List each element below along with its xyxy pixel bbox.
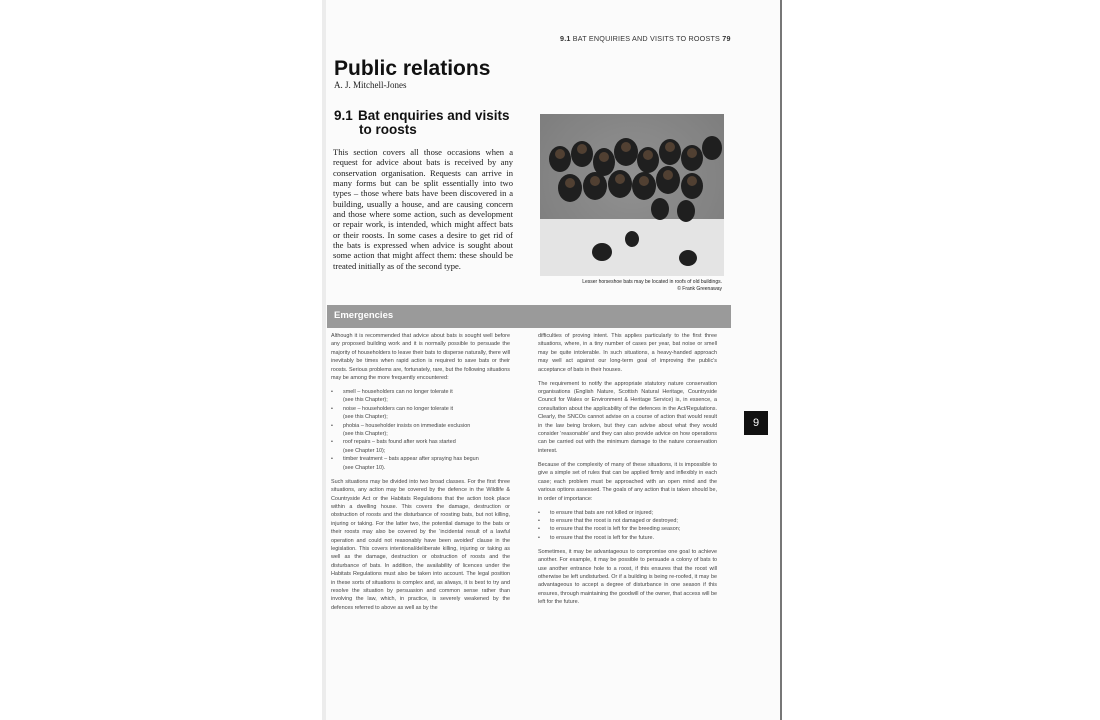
emergencies-heading: Emergencies <box>334 310 394 321</box>
goal-item <box>538 534 717 542</box>
situation-reference: (see Chapter 10). <box>343 464 386 471</box>
situation-text: roof repairs – bats found after work has started <box>343 439 456 446</box>
goal-text: to ensure that the roost is not damaged or destroyed; <box>550 517 678 524</box>
situation-text: timber treatment – bats appear after spraying has begun <box>343 456 479 463</box>
situation-item <box>331 422 510 439</box>
photo-credit: © Frank Greenaway <box>677 285 722 292</box>
situation-item <box>331 388 510 405</box>
bullet: • <box>331 422 333 429</box>
bullet: • <box>538 509 540 516</box>
bullet: • <box>331 439 333 446</box>
goal-text: to ensure that the roost is left for the breeding season; <box>550 526 681 533</box>
emergencies-left-column <box>331 332 510 618</box>
bullet: • <box>538 534 540 541</box>
section-title-line1: Bat enquiries and visits <box>358 108 510 123</box>
emergencies-paragraph: Although it is recommended that advice about bats is sought well before any proposed building work and it is normally possible to persuade the majority of householders to leave their bats to disperse naturally, there will inevitably be times when rapid action is required to save bats or their roosts. Serious problems are, fortunately, rare, but the following situations may be among the more frequently encountered: <box>331 333 510 382</box>
situation-reference: (see this Chapter); <box>343 397 388 404</box>
emergencies-box-header <box>327 305 731 328</box>
section-title-line2: to roosts <box>359 122 417 137</box>
bullet: • <box>331 456 333 463</box>
author: A. J. Mitchell-Jones <box>334 80 407 90</box>
intro-paragraph: This section covers all those occasions when a request for advice about bats is received by any conservation organisation. Requests can arrive in many forms but can be split essentially into two types – those where bats have been discovered in a building, usually a house, and are causing concern and those where some action, such as development or repair work, is intended, which might affect bats or their roosts. In some cases a desire to get rid of the bats is expressed when advice is sought about some action that might affect them: these should be treated initially as of the second type. <box>333 147 513 271</box>
goal-text: to ensure that the roost is left for the future. <box>550 534 654 541</box>
section-number: 9.1 <box>334 108 353 123</box>
goals-list <box>538 509 717 543</box>
situation-item <box>331 405 510 422</box>
running-header-title: BAT ENQUIRIES AND VISITS TO ROOSTS <box>572 34 721 43</box>
goal-item <box>538 509 717 517</box>
chapter-tab: 9 <box>744 411 768 435</box>
page-number: 79 <box>722 34 731 43</box>
section-heading <box>334 109 534 137</box>
chapter-title: Public relations <box>334 57 491 80</box>
running-header <box>560 34 731 43</box>
situation-item <box>331 455 510 472</box>
emergencies-paragraph: The requirement to notify the appropriate statutory nature conservation organisations (English Nature, Scottish Natural Heritage, Countryside Council for Wales or Environment & Heritage Service) is, in essence, a consultation about the applicability of the defences in the Act/Regulations. Clearly, the SNCOs cannot advise on a course of action that would result in the law being broken, but they can advise about what they would consider ‘reasonable’ and they can also provide advice on how operations can be carried out with the minimum damage to the nature conservation interest. <box>538 380 717 454</box>
bat-photo <box>540 114 724 276</box>
situation-reference: (see this Chapter); <box>343 414 388 421</box>
situation-item <box>331 438 510 455</box>
goal-text: to ensure that bats are not killed or injured; <box>550 509 654 516</box>
situations-list <box>331 388 510 472</box>
page-gutter <box>322 0 326 720</box>
bat-photo-image <box>540 114 724 276</box>
situation-text: noise – householders can no longer tolerate it <box>343 405 454 412</box>
emergencies-paragraph: Because of the complexity of many of these situations, it is impossible to give a simple set of rules that can be applied firmly and inflexibly in each case; each problem must be approached with an open mind and the various options assessed. The goals of any action that is taken should be, in order of importance: <box>538 461 717 502</box>
situation-reference: (see Chapter 10); <box>343 447 386 454</box>
emergencies-paragraph: difficulties of proving intent. This applies particularly to the first three situations, where, in a tiny number of cases per year, bat noise or smell may be quite intolerable. In such situations, a heavy-handed approach may well act against our long-term goal of improving the public’s acceptance of bats in their houses. <box>538 333 717 373</box>
bullet: • <box>538 517 540 524</box>
bullet: • <box>331 389 333 396</box>
photo-caption-text: Lesser horseshoe bats may be located in roofs of old buildings. <box>582 279 722 285</box>
bullet: • <box>331 405 333 412</box>
emergencies-paragraph: Sometimes, it may be advantageous to compromise one goal to achieve another. For example, it may be possible to persuade a colony of bats to use another entrance hole to a roost, if this ensures that the roost will otherwise be left undisturbed. Or if a building is being re-roofed, it may be advantageous to accept a degree of disturbance in one season if this ensures, through maintaining the goodwill of the owner, that access will be left for the future. <box>538 548 717 606</box>
photo-caption <box>566 279 722 292</box>
bullet: • <box>538 526 540 533</box>
goal-item <box>538 517 717 525</box>
goal-item <box>538 525 717 533</box>
situation-text: smell – householders can no longer tolerate it <box>343 389 453 396</box>
situation-text: phobia – householder insists on immediate exclusion <box>343 422 471 429</box>
emergencies-paragraph: Such situations may be divided into two broad classes. For the first three situations, any action may be covered by the defence in the Wildlife & Countryside Act or the Habitats Regulations that the action took place within a dwelling house. This covers the damage, destruction or obstruction of roosts and the disturbance of roosting bats, but not killing, injuring or taking. For the latter two, the potential damage to the bats or their roosts may also be covered by the ‘incidental result of a lawful operation and could not reasonably have been avoided’ clause in the legislation. This covers intentional/deliberate killing, injuring or taking as well as the damage, destruction or obstruction of roosts and the disturbance of bats. In addition, the availability of licences under the Habitats Regulations must also be taken into account. The legal position in these sorts of situations is complex and, as always, it is best to try and resolve the situation by persuasion and common sense rather than involving the law, which, in practice, is severely weakened by the defences referred to above as well as by the <box>331 478 510 611</box>
situation-reference: (see this Chapter); <box>343 431 388 438</box>
emergencies-right-column <box>538 332 717 612</box>
running-header-section-number: 9.1 <box>560 34 571 43</box>
